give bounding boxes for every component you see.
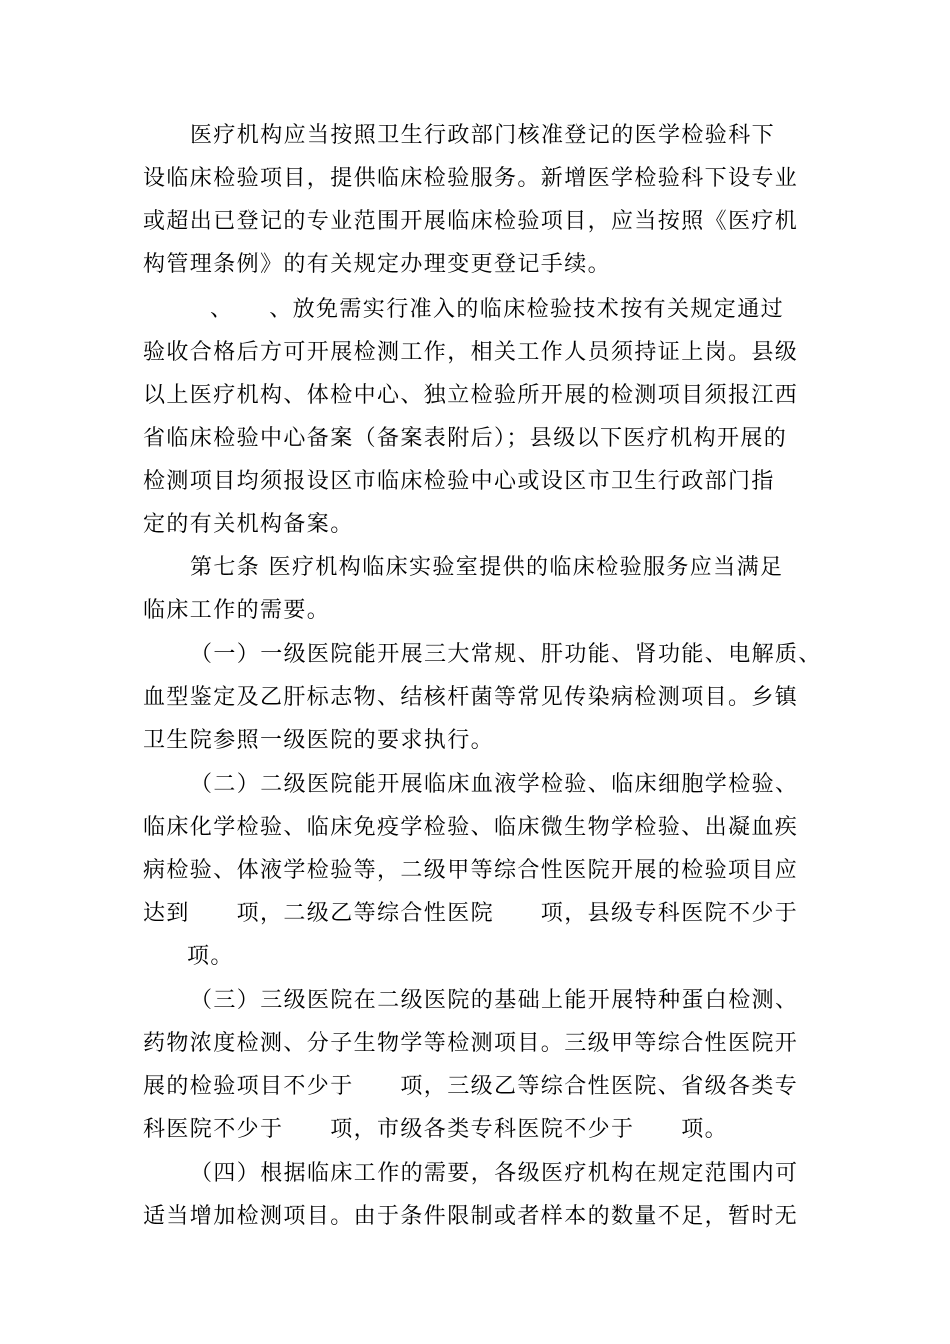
text-line: 达到 项，二级乙等综合性医院 项，县级专科医院不少于 xyxy=(143,901,799,926)
text-line: （三）三级医院在二级医院的基础上能开展特种蛋白检测、 xyxy=(190,988,799,1013)
text-line: 构管理条例》的有关规定办理变更登记手续。 xyxy=(143,252,612,277)
text-line: 科医院不少于 项，市级各类专科医院不少于 项。 xyxy=(143,1117,729,1142)
text-line: 检测项目均须报设区市临床检验中心或设区市卫生行政部门指 xyxy=(143,469,775,494)
text-line: （四）根据临床工作的需要，各级医疗机构在规定范围内可 xyxy=(190,1161,799,1186)
text-line: 病检验、体液学检验等，二级甲等综合性医院开展的检验项目应 xyxy=(143,858,799,883)
article-heading-line: 第七条 医疗机构临床实验室提供的临床检验服务应当满足 xyxy=(190,555,784,580)
text-line: 设临床检验项目，提供临床检验服务。新增医学检验科下设专业 xyxy=(143,166,799,191)
text-line: 定的有关机构备案。 xyxy=(143,512,354,537)
text-line: 临床化学检验、临床免疫学检验、临床微生物学检验、出凝血疾 xyxy=(143,815,799,840)
text-line: 血型鉴定及乙肝标志物、结核杆菌等常见传染病检测项目。乡镇 xyxy=(143,685,799,710)
text-line: 卫生院参照一级医院的要求执行。 xyxy=(143,728,495,753)
text-line: （一）一级医院能开展三大常规、肝功能、肾功能、电解质、 xyxy=(190,642,822,667)
text-line: 药物浓度检测、分子生物学等检测项目。三级甲等综合性医院开 xyxy=(143,1031,799,1056)
text-line: 验收合格后方可开展检测工作，相关工作人员须持证上岗。县级 xyxy=(143,340,799,365)
text-line: （二）二级医院能开展临床血液学检验、临床细胞学检验、 xyxy=(190,772,799,797)
text-line: 或超出已登记的专业范围开展临床检验项目，应当按照《医疗机 xyxy=(143,209,799,234)
text-line: 省临床检验中心备案（备案表附后）；县级以下医疗机构开展的 xyxy=(143,426,788,451)
text-line: 医疗机构应当按照卫生行政部门核准登记的医学检验科下 xyxy=(190,123,776,148)
text-line: 临床工作的需要。 xyxy=(143,598,331,623)
text-line: 展的检验项目不少于 项，三级乙等综合性医院、省级各类专 xyxy=(143,1074,799,1099)
text-line: 、 、放免需实行准入的临床检验技术按有关规定通过 xyxy=(210,297,785,322)
text-line: 以上医疗机构、体检中心、独立检验所开展的检测项目须报江西 xyxy=(143,383,799,408)
text-line: 适当增加检测项目。由于条件限制或者样本的数量不足，暂时无 xyxy=(143,1204,799,1229)
text-line: 项。 xyxy=(187,944,234,969)
